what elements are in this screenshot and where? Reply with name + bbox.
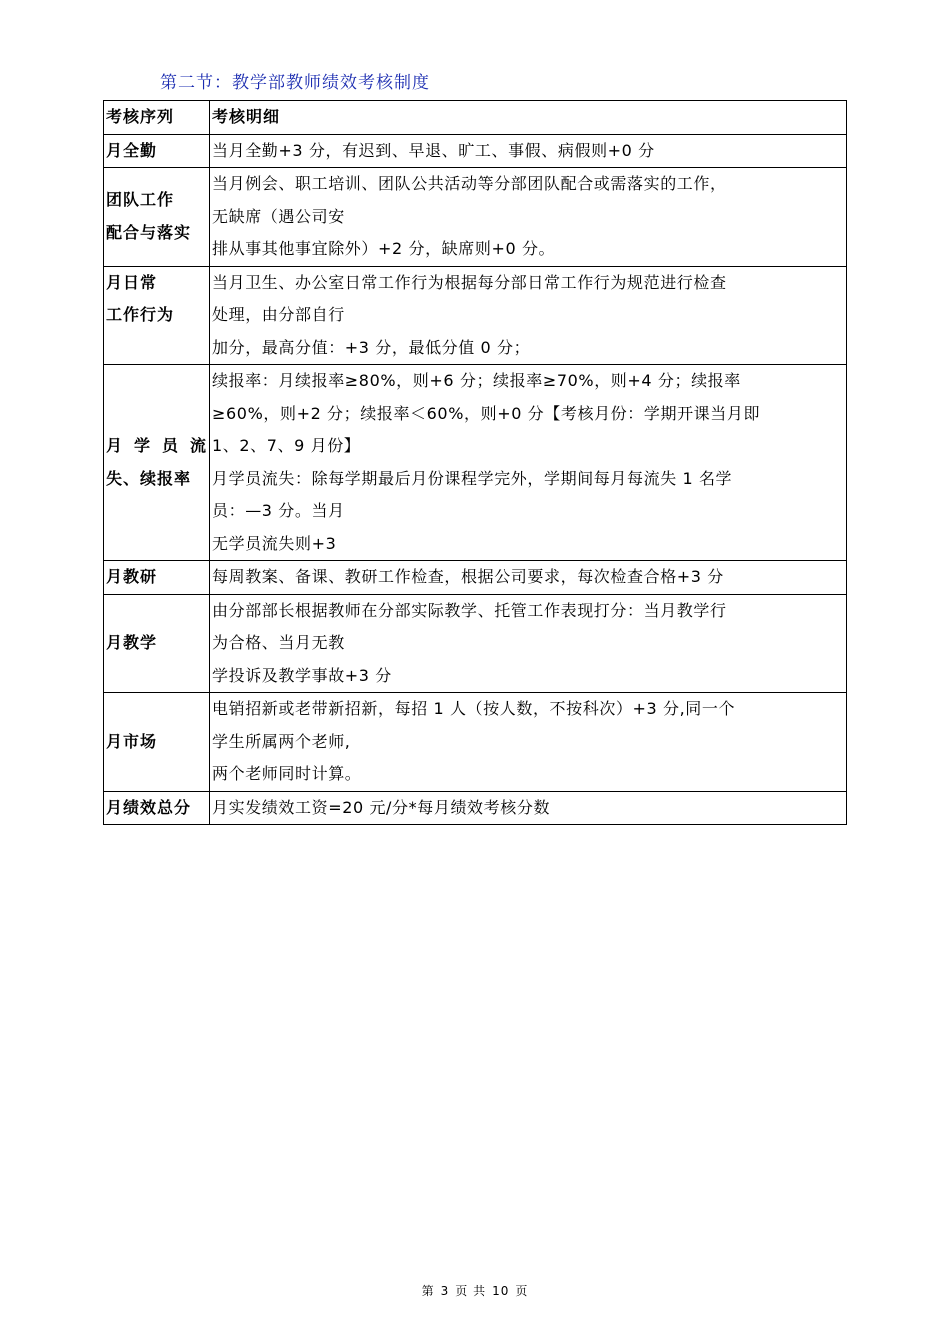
detail-line: 两个老师同时计算。	[212, 764, 362, 783]
detail-line: 续报率：月续报率≥80%，则+6 分；续报率≥70%，则+4 分；续报率	[212, 371, 741, 390]
detail-line: 无缺席（遇公司安	[212, 206, 345, 226]
footer-suffix: 页	[515, 1284, 529, 1298]
detail-line: 当月全勤+3 分，有迟到、早退、旷工、事假、病假则+0 分	[212, 140, 655, 160]
header-detail: 考核明细	[210, 101, 847, 135]
header-category: 考核序列	[104, 101, 210, 135]
row-detail	[210, 134, 847, 168]
row-category	[104, 791, 210, 825]
category-line: 月教研	[106, 567, 158, 586]
table-row-teamwork	[104, 168, 847, 267]
category-line: 月教学	[106, 633, 158, 652]
category-line: 月 学 员 流	[106, 436, 207, 455]
row-detail	[210, 594, 847, 693]
category-line: 月市场	[106, 731, 158, 751]
row-category	[104, 266, 210, 365]
row-detail	[210, 693, 847, 792]
detail-line: 处理，由分部自行	[212, 305, 345, 324]
assessment-table	[103, 100, 847, 825]
detail-line: 无学员流失则+3	[212, 533, 337, 553]
category-line: 月日常	[106, 272, 158, 292]
detail-line: 学投诉及教学事故+3 分	[212, 665, 392, 685]
table-row-teaching-research	[104, 561, 847, 595]
detail-line: 由分部部长根据教师在分部实际教学、托管工作表现打分：当月教学行	[212, 600, 727, 620]
row-category	[104, 561, 210, 595]
category-line: 团队工作	[106, 190, 175, 210]
detail-line: 为合格、当月无教	[212, 633, 345, 652]
row-detail	[210, 791, 847, 825]
category-line: 月绩效总分	[106, 797, 192, 817]
footer-page-number: 3	[440, 1284, 450, 1298]
category-line: 失、续报率	[106, 468, 192, 488]
section-title: 第二节：教学部教师绩效考核制度	[160, 73, 430, 93]
table-row-total-score	[104, 791, 847, 825]
row-category	[104, 134, 210, 168]
row-detail	[210, 168, 847, 267]
row-detail	[210, 561, 847, 595]
detail-line: 月实发绩效工资=20 元/分*每月绩效考核分数	[212, 797, 551, 817]
row-detail	[210, 266, 847, 365]
category-line: 月全勤	[106, 140, 158, 160]
detail-line: 排从事其他事宜除外）+2 分，缺席则+0 分。	[212, 239, 556, 258]
footer-total-pages: 10	[492, 1284, 510, 1298]
category-line: 工作行为	[106, 305, 175, 324]
detail-line: 学生所属两个老师,	[212, 731, 351, 751]
table-row-student-retention	[104, 365, 847, 561]
footer-mid: 页 共	[455, 1284, 487, 1298]
row-detail	[210, 365, 847, 561]
table-row-market	[104, 693, 847, 792]
detail-line: 月学员流失：除每学期最后月份课程学完外，学期间每月每流失 1 名学	[212, 468, 733, 488]
detail-line: ≥60%，则+2 分；续报率＜60%，则+0 分【考核月份：学期开课当月即	[212, 403, 761, 423]
detail-line: 每周教案、备课、教研工作检查，根据公司要求，每次检查合格+3 分	[212, 567, 724, 586]
detail-line: 员：—3 分。当月	[212, 501, 345, 520]
table-row-daily-behavior	[104, 266, 847, 365]
row-category	[104, 693, 210, 792]
table-header-row	[104, 101, 847, 135]
page-footer	[0, 1282, 950, 1299]
detail-line: 电销招新或老带新招新，每招 1 人（按人数，不按科次）+3 分,同一个	[212, 699, 736, 718]
table-row-full-attendance	[104, 134, 847, 168]
detail-line: 1、2、7、9 月份】	[212, 436, 361, 455]
row-category	[104, 365, 210, 561]
footer-prefix: 第	[421, 1284, 435, 1298]
detail-line: 当月例会、职工培训、团队公共活动等分部团队配合或需落实的工作，	[212, 174, 727, 193]
detail-line: 加分，最高分值：+3 分，最低分值 0 分；	[212, 337, 531, 357]
row-category	[104, 168, 210, 267]
detail-line: 当月卫生、办公室日常工作行为根据每分部日常工作行为规范进行检查	[212, 272, 727, 292]
table-row-teaching	[104, 594, 847, 693]
category-line: 配合与落实	[106, 222, 192, 242]
row-category	[104, 594, 210, 693]
